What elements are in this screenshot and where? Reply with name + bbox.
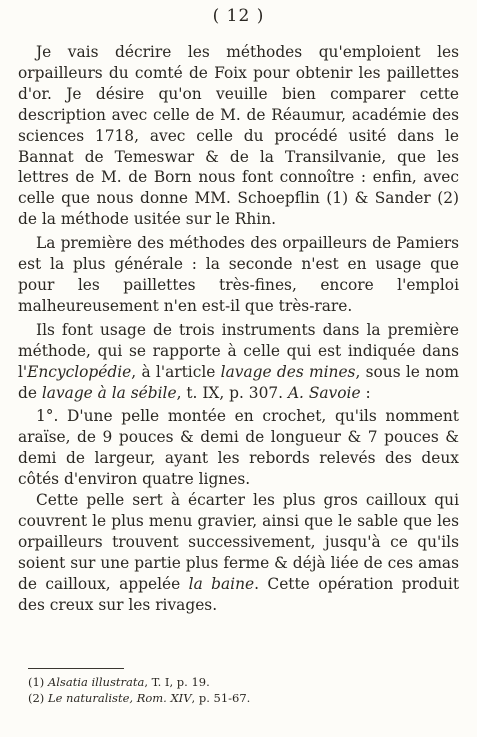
text-run: , sous le nom de <box>18 362 459 402</box>
paragraph-instruments <box>18 320 459 404</box>
main-text <box>18 42 459 618</box>
text-run: (1) <box>28 675 48 689</box>
text-run: , p. 51-67. <box>191 691 251 705</box>
text-run: Ils font usage de trois instruments dans la première méthode, qui se rapporte à celle qui est indiquée dans l' <box>18 320 459 381</box>
footnote-1 <box>28 674 458 690</box>
text-run: La première des méthodes des orpailleurs de Pamiers est la plus générale : la seconde n'est en usage que pour les paillettes très-fines, encore l'emploi malheureusement n'en est-il que très-rare. <box>18 234 459 315</box>
text-run: , T. I, p. 19. <box>144 675 210 689</box>
text-run: Cette pelle sert à écarter les plus gros cailloux qui couvrent le plus menu gravier, ainsi que le sable que les orpailleurs trouvent successivement, jusqu'à ce qu'ils soient sur une partie plus ferme & déjà liée de ces amas de cailloux, appelée <box>18 491 459 593</box>
italic-text: A. Savoie <box>287 383 361 402</box>
footnotes <box>28 674 458 706</box>
paragraph-intro <box>18 42 459 230</box>
italic-text: lavage des mines <box>220 362 356 381</box>
footnote-rule <box>28 668 124 669</box>
paragraph-first-method <box>18 233 459 317</box>
paragraph-shovel <box>18 406 459 490</box>
italic-text: lavage à la sébile <box>41 383 177 402</box>
text-run: , t. IX, p. 307. <box>176 383 288 402</box>
italic-text: Le naturaliste, Rom. XIV <box>47 691 192 705</box>
text-run: Je vais décrire les méthodes qu'emploient les orpailleurs du comté de Foix pour obtenir les paillettes d'or. Je désire qu'on veuille bien comparer cette description avec celle de M. de Réaumur, académie des sciences 1718, avec celle du procédé usité dans le Bannat de Temeswar & de la Transilvanie, que les lettres de M. de Born nous font connoître : enfin, avec celle que nous donne MM. Schoepflin (1) & Sander (2) de la méthode usitée sur le Rhin. <box>18 43 459 229</box>
italic-text: la baine <box>188 574 255 593</box>
text-run: . Cette opération produit des creux sur les rivages. <box>18 574 460 614</box>
italic-text: Encyclopédie <box>27 362 132 381</box>
text-run: (2) <box>28 691 48 705</box>
italic-text: Alsatia illustrata <box>47 675 145 689</box>
text-run: : <box>360 383 371 402</box>
footnote-2 <box>28 690 458 706</box>
text-run: , à l'article <box>131 362 221 381</box>
paragraph-shovel-use <box>18 490 459 615</box>
text-run: 1°. D'une pelle montée en crochet, qu'ils nomment araïse, de 9 pouces & demi de longueur & 7 pouces & demi de largeur, ayant les rebords relevés des deux côtés d'environ quatre lignes. <box>18 407 459 489</box>
page-number: ( 12 ) <box>212 6 265 26</box>
